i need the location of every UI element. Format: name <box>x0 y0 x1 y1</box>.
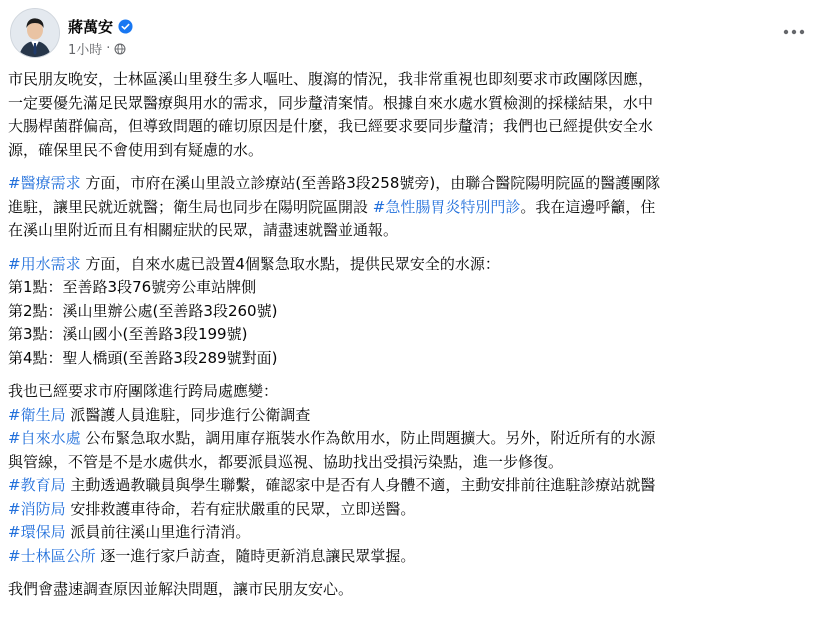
paragraph-medical <box>8 172 818 243</box>
text-segment: 安排救護車待命，若有症狀嚴重的民眾，立即送醫。 <box>65 499 416 518</box>
text-segment: 公布緊急取水點，調用庫存瓶裝水作為飲用水，防止問題擴大。另外，附近所有的水源 <box>80 429 656 447</box>
post-body <box>8 68 818 612</box>
text-line: 與管線，不管是不是水處供水，都要派員巡視、協助找出受損污染點，進一步修復。 <box>8 452 564 471</box>
water-point-3: 第3點：溪山國小(至善路3段199號) <box>8 325 248 343</box>
author-name[interactable]: 蔣萬安 <box>68 18 114 36</box>
meta-separator: · <box>106 41 111 56</box>
paragraph-response <box>8 380 818 568</box>
text-line: 在溪山里附近而且有相關症狀的民眾，請盡速就醫並通報。 <box>8 221 399 239</box>
hashtag-water-needs[interactable]: #用水需求 <box>8 254 81 273</box>
more-options-icon[interactable] <box>782 22 806 42</box>
text-line <box>8 498 818 522</box>
water-point-4: 第4點：聖人橋頭(至善路3段289號對面) <box>8 348 278 367</box>
hashtag-environment-dept[interactable]: #環保局 <box>8 523 66 541</box>
text-line: 我也已經要求市府團隊進行跨局處應變： <box>8 382 279 400</box>
verified-badge-icon <box>118 19 133 34</box>
post-meta <box>68 39 126 58</box>
text-segment: 派員前往溪山里進行清消。 <box>65 523 251 541</box>
text-segment: 方面，市府在溪山里設立診療站(至善路3段258號旁)，由聯合醫院陽明院區的醫護團隊 <box>80 174 661 192</box>
water-point-2: 第2點：溪山里辦公處(至善路3段260號) <box>8 301 278 320</box>
paragraph-water <box>8 253 818 371</box>
text-line <box>8 172 818 196</box>
water-point-1: 第1點：至善路3段76號旁公車站牌側 <box>8 278 257 296</box>
text-segment: 主動透過教職員與學生聯繫，確認家中是否有人身體不適，主動安排前往進駐診療站就醫 <box>65 476 656 494</box>
text-line: 市民朋友晚安，士林區溪山里發生多人嘔吐、腹瀉的情況，我非常重視也即刻要求市政團隊因應， <box>8 70 654 88</box>
text-segment: 。我在這邊呼籲，住 <box>520 197 656 216</box>
author-avatar[interactable] <box>10 8 60 58</box>
hashtag-education-dept[interactable]: #教育局 <box>8 476 66 494</box>
text-line <box>8 404 818 428</box>
text-line <box>8 253 818 277</box>
hashtag-gastro-clinic[interactable]: #急性腸胃炎特別門診 <box>372 197 521 216</box>
paragraph-closing <box>8 578 818 602</box>
post-time[interactable]: 1小時 <box>68 43 103 58</box>
hashtag-medical-needs[interactable]: #醫療需求 <box>8 174 81 192</box>
hashtag-water-dept[interactable]: #自來水處 <box>8 429 81 447</box>
text-segment: 方面，自來水處已設置4個緊急取水點，提供民眾安全的水源： <box>80 254 500 273</box>
text-line: 大腸桿菌群偏高，但導致問題的確切原因是什麼，我已經要求要同步釐清；我們也已經提供安全水 <box>8 117 654 135</box>
text-line <box>8 521 818 545</box>
author-row <box>68 16 133 37</box>
text-line: 源，確保里民不會使用到有疑慮的水。 <box>8 140 264 159</box>
text-line <box>8 427 818 451</box>
hashtag-fire-dept[interactable]: #消防局 <box>8 499 66 518</box>
text-line <box>8 474 818 498</box>
paragraph-intro <box>8 68 818 162</box>
text-line <box>8 545 818 569</box>
text-segment: 派醫護人員進駐，同步進行公衛調查 <box>65 405 311 424</box>
post-header <box>10 8 824 60</box>
avatar-portrait <box>11 9 59 57</box>
text-line: 我們會盡速調查原因並解決問題，讓市民朋友安心。 <box>8 580 354 598</box>
text-line: 一定要優先滿足民眾醫療與用水的需求，同步釐清案情。根據自來水處水質檢測的採樣結果，水中 <box>8 93 654 112</box>
globe-icon[interactable] <box>114 43 126 55</box>
hashtag-district-office[interactable]: #士林區公所 <box>8 546 96 565</box>
text-line <box>8 196 818 220</box>
hashtag-health-dept[interactable]: #衛生局 <box>8 405 66 424</box>
text-segment: 進駐，讓里民就近就醫；衛生局也同步在陽明院區開設 <box>8 197 373 216</box>
text-segment: 逐一進行家戶訪查，隨時更新消息讓民眾掌握。 <box>95 546 416 565</box>
